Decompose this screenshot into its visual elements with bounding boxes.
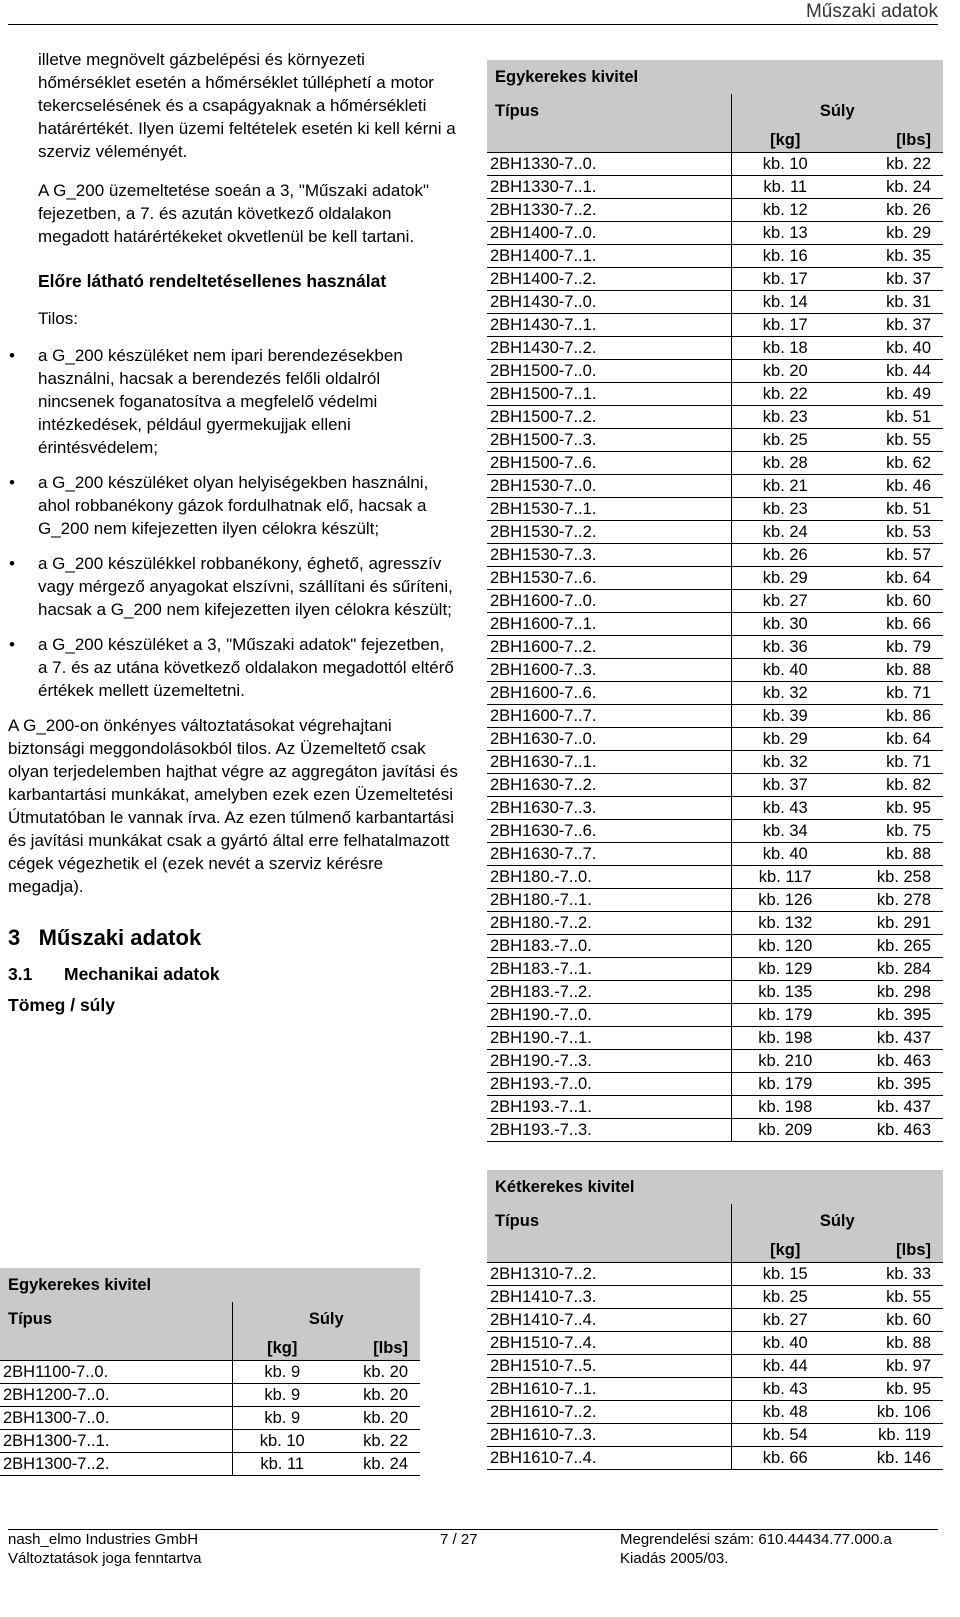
cell-weight-lbs: kb. 24 [332, 1453, 420, 1476]
cell-weight-kg: kb. 36 [731, 636, 839, 659]
cell-type: 2BH1600-7..2. [487, 636, 731, 659]
cell-type: 2BH190.-7..0. [487, 1004, 731, 1027]
table-row [487, 567, 943, 590]
cell-weight-lbs: kb. 37 [839, 314, 943, 337]
table-row [487, 1050, 943, 1073]
section-number: 3.1 [8, 964, 33, 984]
cell-weight-kg: kb. 24 [731, 521, 839, 544]
cell-weight-kg: kb. 132 [731, 912, 839, 935]
cell-weight-kg: kb. 14 [731, 291, 839, 314]
table-row [487, 613, 943, 636]
cell-weight-kg: kb. 27 [731, 1309, 839, 1332]
cell-weight-lbs: kb. 44 [839, 360, 943, 383]
cell-weight-lbs: kb. 88 [839, 1332, 943, 1355]
cell-weight-lbs: kb. 20 [332, 1361, 420, 1384]
cell-weight-kg: kb. 135 [731, 981, 839, 1004]
table-row [487, 1286, 943, 1309]
table-row [487, 222, 943, 245]
table-row [487, 751, 943, 774]
cell-weight-kg: kb. 120 [731, 935, 839, 958]
cell-type: 2BH193.-7..3. [487, 1119, 731, 1142]
cell-type: 2BH1330-7..2. [487, 199, 731, 222]
cell-weight-lbs: kb. 64 [839, 567, 943, 590]
modifications-paragraph: A G_200-on önkényes változtatásokat végrehajtani biztonsági meggondolásokból tilos. Az Üzemeltető csak olyan terjedelemben hajthat végre az aggregáton javítási és karbantartási munkákat, amelyben ezek ezen Üzemeltetési Útmutatóban le vannak írva. Az ezen túlmenő karbantartási és javítási munkákat csak a gyártó által erre felhatalmazott cégek végezhetik el (ezek nevét a szerviz kérésre megadja). [8, 716, 458, 896]
cell-weight-lbs: kb. 24 [839, 176, 943, 199]
cell-type: 2BH1330-7..0. [487, 153, 731, 176]
cell-weight-kg: kb. 209 [731, 1119, 839, 1142]
cell-weight-lbs: kb. 258 [839, 866, 943, 889]
table-row [487, 1332, 943, 1355]
cell-type: 2BH1530-7..6. [487, 567, 731, 590]
table-row [487, 1309, 943, 1332]
cell-weight-lbs: kb. 395 [839, 1073, 943, 1096]
table-row [487, 705, 943, 728]
cell-weight-kg: kb. 126 [731, 889, 839, 912]
header-section-title: Műszaki adatok [805, 1, 938, 22]
cell-type: 2BH1300-7..2. [0, 1453, 232, 1476]
cell-weight-kg: kb. 210 [731, 1050, 839, 1073]
footer-left [8, 1530, 201, 1568]
table-row [487, 1073, 943, 1096]
table-row [487, 475, 943, 498]
table-title: Egykerekes kivitel [487, 60, 943, 94]
bullet-icon: • [9, 554, 15, 573]
table-row [487, 429, 943, 452]
column-header-weight: Súly [731, 1204, 943, 1238]
cell-weight-lbs: kb. 71 [839, 682, 943, 705]
cell-weight-lbs: kb. 35 [839, 245, 943, 268]
column-header-type: Típus [487, 94, 731, 128]
prohibited-label: Tilos: [38, 309, 78, 328]
cell-type: 2BH1630-7..7. [487, 843, 731, 866]
footer-edition: Kiadás 2005/03. [620, 1550, 729, 1567]
cell-weight-lbs: kb. 57 [839, 544, 943, 567]
cell-weight-kg: kb. 179 [731, 1073, 839, 1096]
cell-weight-lbs: kb. 71 [839, 751, 943, 774]
units-spacer [0, 1336, 232, 1361]
table-row [487, 820, 943, 843]
cell-type: 2BH1310-7..2. [487, 1263, 731, 1286]
table-row [487, 1004, 943, 1027]
cell-weight-kg: kb. 30 [731, 613, 839, 636]
cell-type: 2BH183.-7..1. [487, 958, 731, 981]
limits-paragraph: A G_200 üzemeltetése soeán a 3, "Műszaki adatok" fejezetben, a 7. és azután következő oldalakon megadott határértékeket okvetlenül be kell tartani. [38, 181, 430, 246]
cell-weight-kg: kb. 44 [731, 1355, 839, 1378]
cell-type: 2BH1610-7..4. [487, 1447, 731, 1470]
cell-weight-kg: kb. 40 [731, 843, 839, 866]
table-title: Kétkerekes kivitel [487, 1170, 943, 1204]
cell-type: 2BH1600-7..6. [487, 682, 731, 705]
cell-type: 2BH1630-7..3. [487, 797, 731, 820]
cell-type: 2BH1530-7..3. [487, 544, 731, 567]
bullet-icon: • [9, 473, 15, 492]
table-row [487, 406, 943, 429]
footer-order-number: Megrendelési szám: 610.44434.77.000.a [620, 1531, 892, 1548]
cell-weight-lbs: kb. 265 [839, 935, 943, 958]
cell-weight-kg: kb. 20 [731, 360, 839, 383]
cell-weight-lbs: kb. 395 [839, 1004, 943, 1027]
table-row [0, 1453, 420, 1476]
weight-table-single-wheel-2 [487, 60, 943, 1142]
cell-weight-kg: kb. 32 [731, 682, 839, 705]
table-row [487, 1119, 943, 1142]
list-item-text: a G_200 készüléket olyan helyiségekben használni, ahol robbanékony gázok fordulhatnak elő, hacsak a G_200 nem kifejezetten ilyen célokra készült; [38, 473, 429, 538]
cell-weight-kg: kb. 198 [731, 1096, 839, 1119]
cell-type: 2BH1630-7..0. [487, 728, 731, 751]
table-units-row [487, 128, 943, 153]
table-row [487, 728, 943, 751]
cell-weight-lbs: kb. 298 [839, 981, 943, 1004]
page-header [8, 0, 938, 25]
cell-weight-kg: kb. 129 [731, 958, 839, 981]
cell-weight-lbs: kb. 37 [839, 268, 943, 291]
cell-weight-kg: kb. 29 [731, 567, 839, 590]
cell-weight-kg: kb. 37 [731, 774, 839, 797]
cell-type: 2BH1500-7..6. [487, 452, 731, 475]
unit-lbs: [lbs] [839, 128, 943, 153]
cell-weight-kg: kb. 11 [731, 176, 839, 199]
cell-type: 2BH193.-7..0. [487, 1073, 731, 1096]
cell-weight-lbs: kb. 22 [839, 153, 943, 176]
table-row [487, 843, 943, 866]
cell-weight-lbs: kb. 284 [839, 958, 943, 981]
cell-weight-kg: kb. 29 [731, 728, 839, 751]
cell-type: 2BH1300-7..1. [0, 1430, 232, 1453]
table-row [487, 659, 943, 682]
table-row [487, 360, 943, 383]
cell-type: 2BH1600-7..7. [487, 705, 731, 728]
cell-weight-lbs: kb. 97 [839, 1355, 943, 1378]
cell-weight-kg: kb. 34 [731, 820, 839, 843]
table-title-row [487, 1170, 943, 1204]
unit-kg: [kg] [731, 128, 839, 153]
table-row [487, 774, 943, 797]
cell-weight-lbs: kb. 62 [839, 452, 943, 475]
cell-type: 2BH1500-7..3. [487, 429, 731, 452]
cell-type: 2BH1600-7..3. [487, 659, 731, 682]
units-spacer [487, 128, 731, 153]
list-item-text: a G_200 készüléket nem ipari berendezésekben használni, hacsak a berendezés felőli oldalról nincsenek foganatosítva a megfelelő védelmi intézkedések, például gyermekujjak elleni érintésvédelem; [38, 346, 403, 457]
cell-weight-lbs: kb. 291 [839, 912, 943, 935]
table-row [487, 153, 943, 176]
table-row [487, 889, 943, 912]
cell-type: 2BH1630-7..1. [487, 751, 731, 774]
unit-kg: [kg] [731, 1238, 839, 1263]
cell-weight-kg: kb. 17 [731, 314, 839, 337]
cell-weight-lbs: kb. 437 [839, 1096, 943, 1119]
cell-weight-kg: kb. 198 [731, 1027, 839, 1050]
list-item-text: a G_200 készüléket a 3, "Műszaki adatok" fejezetben, a 7. és az utána következő oldalakon megadottól eltérő értékek mellett üzemeltetni. [38, 635, 454, 700]
table-row [487, 1447, 943, 1470]
cell-type: 2BH1430-7..0. [487, 291, 731, 314]
list-item [8, 471, 458, 540]
cell-weight-kg: kb. 25 [731, 1286, 839, 1309]
cell-weight-kg: kb. 13 [731, 222, 839, 245]
cell-weight-kg: kb. 179 [731, 1004, 839, 1027]
weight-table-double-wheel [487, 1170, 943, 1470]
table-row [487, 268, 943, 291]
cell-weight-lbs: kb. 33 [839, 1263, 943, 1286]
cell-weight-kg: kb. 23 [731, 498, 839, 521]
cell-type: 2BH1610-7..1. [487, 1378, 731, 1401]
cell-weight-lbs: kb. 51 [839, 406, 943, 429]
cell-weight-kg: kb. 28 [731, 452, 839, 475]
unit-kg: [kg] [232, 1336, 332, 1361]
bullet-icon: • [9, 346, 15, 365]
table-row [0, 1384, 420, 1407]
cell-weight-lbs: kb. 51 [839, 498, 943, 521]
cell-weight-lbs: kb. 437 [839, 1027, 943, 1050]
cell-weight-lbs: kb. 60 [839, 1309, 943, 1332]
cell-weight-lbs: kb. 106 [839, 1401, 943, 1424]
cell-type: 2BH1300-7..0. [0, 1407, 232, 1430]
column-header-type: Típus [0, 1302, 232, 1336]
table-row [487, 176, 943, 199]
cell-type: 2BH1200-7..0. [0, 1384, 232, 1407]
table-title-row [0, 1268, 420, 1302]
cell-weight-lbs: kb. 95 [839, 797, 943, 820]
list-item [8, 633, 458, 702]
misuse-heading: Előre látható rendeltetésellenes használat [38, 271, 387, 291]
table-row [487, 1401, 943, 1424]
page-footer [8, 1529, 938, 1567]
weight-table-single-wheel-1 [0, 1268, 420, 1476]
cell-type: 2BH1610-7..3. [487, 1424, 731, 1447]
cell-weight-lbs: kb. 88 [839, 659, 943, 682]
cell-weight-lbs: kb. 20 [332, 1384, 420, 1407]
cell-type: 2BH190.-7..3. [487, 1050, 731, 1073]
cell-type: 2BH1400-7..1. [487, 245, 731, 268]
cell-weight-kg: kb. 39 [731, 705, 839, 728]
cell-weight-lbs: kb. 29 [839, 222, 943, 245]
cell-weight-kg: kb. 43 [731, 1378, 839, 1401]
cell-weight-kg: kb. 48 [731, 1401, 839, 1424]
table-row [487, 636, 943, 659]
chapter-heading: 3 Műszaki adatok [8, 925, 202, 950]
footer-page-number: 7 / 27 [440, 1531, 478, 1548]
cell-type: 2BH1510-7..5. [487, 1355, 731, 1378]
section-heading [8, 963, 458, 986]
cell-weight-kg: kb. 21 [731, 475, 839, 498]
unit-lbs: [lbs] [332, 1336, 420, 1361]
table-row [487, 1263, 943, 1286]
table-row [487, 521, 943, 544]
cell-type: 2BH180.-7..0. [487, 866, 731, 889]
cell-weight-lbs: kb. 82 [839, 774, 943, 797]
cell-weight-lbs: kb. 278 [839, 889, 943, 912]
cell-type: 2BH1630-7..6. [487, 820, 731, 843]
cell-weight-kg: kb. 9 [232, 1384, 332, 1407]
cell-type: 2BH183.-7..2. [487, 981, 731, 1004]
cell-weight-kg: kb. 32 [731, 751, 839, 774]
units-spacer [487, 1238, 731, 1263]
table-row [487, 544, 943, 567]
cell-type: 2BH1430-7..2. [487, 337, 731, 360]
cell-weight-kg: kb. 23 [731, 406, 839, 429]
cell-type: 2BH1530-7..1. [487, 498, 731, 521]
cell-type: 2BH1330-7..1. [487, 176, 731, 199]
table-row [487, 935, 943, 958]
table-units-row [487, 1238, 943, 1263]
table-row [0, 1361, 420, 1384]
footer-right [620, 1530, 892, 1568]
list-item [8, 552, 458, 621]
cell-weight-kg: kb. 17 [731, 268, 839, 291]
column-header-weight: Súly [731, 94, 943, 128]
table-title-row [487, 60, 943, 94]
table-row [487, 245, 943, 268]
table-row [487, 682, 943, 705]
table-row [487, 498, 943, 521]
cell-type: 2BH1500-7..1. [487, 383, 731, 406]
cell-type: 2BH1610-7..2. [487, 1401, 731, 1424]
footer-company: nash_elmo Industries GmbH [8, 1531, 199, 1548]
table-row [487, 1424, 943, 1447]
table-row [0, 1407, 420, 1430]
cell-weight-lbs: kb. 463 [839, 1119, 943, 1142]
cell-weight-kg: kb. 66 [731, 1447, 839, 1470]
cell-type: 2BH180.-7..2. [487, 912, 731, 935]
table-row [487, 1096, 943, 1119]
cell-weight-lbs: kb. 95 [839, 1378, 943, 1401]
cell-type: 2BH1410-7..4. [487, 1309, 731, 1332]
cell-type: 2BH1500-7..0. [487, 360, 731, 383]
cell-weight-lbs: kb. 66 [839, 613, 943, 636]
cell-type: 2BH183.-7..0. [487, 935, 731, 958]
cell-type: 2BH1600-7..0. [487, 590, 731, 613]
table-row [0, 1430, 420, 1453]
table-row [487, 1027, 943, 1050]
cell-weight-kg: kb. 9 [232, 1407, 332, 1430]
left-column [8, 48, 458, 1017]
table-header-row [0, 1302, 420, 1336]
cell-weight-kg: kb. 43 [731, 797, 839, 820]
cell-weight-lbs: kb. 53 [839, 521, 943, 544]
cell-weight-lbs: kb. 55 [839, 1286, 943, 1309]
cell-weight-lbs: kb. 75 [839, 820, 943, 843]
cell-weight-lbs: kb. 31 [839, 291, 943, 314]
table-row [487, 199, 943, 222]
list-item-text: a G_200 készülékkel robbanékony, éghető, agresszív vagy mérgező anyagokat elszívni, szállítani és sűríteni, hacsak a G_200 nem kifejezetten ilyen célokra készült; [38, 554, 453, 619]
cell-type: 2BH1600-7..1. [487, 613, 731, 636]
footer-rights: Változtatások joga fenntartva [8, 1550, 202, 1567]
cell-weight-kg: kb. 11 [232, 1453, 332, 1476]
cell-type: 2BH1430-7..1. [487, 314, 731, 337]
cell-weight-kg: kb. 26 [731, 544, 839, 567]
cell-weight-lbs: kb. 86 [839, 705, 943, 728]
table-row [487, 981, 943, 1004]
cell-weight-lbs: kb. 88 [839, 843, 943, 866]
cell-weight-kg: kb. 10 [731, 153, 839, 176]
subsection-heading: Tömeg / súly [8, 995, 115, 1015]
cell-type: 2BH1400-7..2. [487, 268, 731, 291]
cell-weight-lbs: kb. 40 [839, 337, 943, 360]
cell-type: 2BH193.-7..1. [487, 1096, 731, 1119]
cell-weight-lbs: kb. 60 [839, 590, 943, 613]
cell-weight-lbs: kb. 22 [332, 1430, 420, 1453]
cell-weight-kg: kb. 40 [731, 659, 839, 682]
cell-weight-kg: kb. 18 [731, 337, 839, 360]
cell-type: 2BH1510-7..4. [487, 1332, 731, 1355]
cell-weight-lbs: kb. 55 [839, 429, 943, 452]
cell-weight-lbs: kb. 463 [839, 1050, 943, 1073]
table-header-row [487, 1204, 943, 1238]
intro-paragraph: illetve megnövelt gázbelépési és környezeti hőmérséklet esetén a hőmérséklet túlléphetí a motor tekercselésének és a csapágyaknak a hőmérsékleti határértékét. Ilyen üzemi feltételek esetén ki kell kérni a szerviz véleményét. [38, 50, 456, 161]
table-row [487, 383, 943, 406]
cell-weight-kg: kb. 22 [731, 383, 839, 406]
cell-weight-kg: kb. 27 [731, 590, 839, 613]
column-header-weight: Súly [232, 1302, 420, 1336]
cell-weight-kg: kb. 12 [731, 199, 839, 222]
cell-type: 2BH1410-7..3. [487, 1286, 731, 1309]
table-row [487, 291, 943, 314]
cell-weight-kg: kb. 117 [731, 866, 839, 889]
bullet-icon: • [9, 635, 15, 654]
table-title: Egykerekes kivitel [0, 1268, 420, 1302]
cell-type: 2BH1100-7..0. [0, 1361, 232, 1384]
cell-weight-lbs: kb. 49 [839, 383, 943, 406]
table-units-row [0, 1336, 420, 1361]
cell-weight-lbs: kb. 26 [839, 199, 943, 222]
table-row [487, 797, 943, 820]
cell-weight-lbs: kb. 64 [839, 728, 943, 751]
cell-type: 2BH1400-7..0. [487, 222, 731, 245]
cell-weight-lbs: kb. 146 [839, 1447, 943, 1470]
cell-type: 2BH1530-7..0. [487, 475, 731, 498]
column-header-type: Típus [487, 1204, 731, 1238]
table-row [487, 958, 943, 981]
cell-type: 2BH180.-7..1. [487, 889, 731, 912]
cell-weight-kg: kb. 25 [731, 429, 839, 452]
section-title: Mechanikai adatok [64, 964, 220, 984]
cell-type: 2BH1630-7..2. [487, 774, 731, 797]
cell-weight-kg: kb. 9 [232, 1361, 332, 1384]
cell-type: 2BH1500-7..2. [487, 406, 731, 429]
cell-weight-kg: kb. 40 [731, 1332, 839, 1355]
prohibited-list [8, 344, 458, 702]
table-row [487, 452, 943, 475]
cell-weight-lbs: kb. 79 [839, 636, 943, 659]
table-row [487, 1355, 943, 1378]
table-row [487, 590, 943, 613]
table-row [487, 866, 943, 889]
table-header-row [487, 94, 943, 128]
cell-weight-kg: kb. 54 [731, 1424, 839, 1447]
cell-weight-kg: kb. 10 [232, 1430, 332, 1453]
cell-weight-lbs: kb. 46 [839, 475, 943, 498]
cell-weight-lbs: kb. 119 [839, 1424, 943, 1447]
cell-weight-kg: kb. 15 [731, 1263, 839, 1286]
table-row [487, 337, 943, 360]
table-row [487, 314, 943, 337]
cell-type: 2BH190.-7..1. [487, 1027, 731, 1050]
unit-lbs: [lbs] [839, 1238, 943, 1263]
cell-weight-lbs: kb. 20 [332, 1407, 420, 1430]
table-row [487, 1378, 943, 1401]
table-row [487, 912, 943, 935]
cell-weight-kg: kb. 16 [731, 245, 839, 268]
cell-type: 2BH1530-7..2. [487, 521, 731, 544]
list-item [8, 344, 458, 459]
